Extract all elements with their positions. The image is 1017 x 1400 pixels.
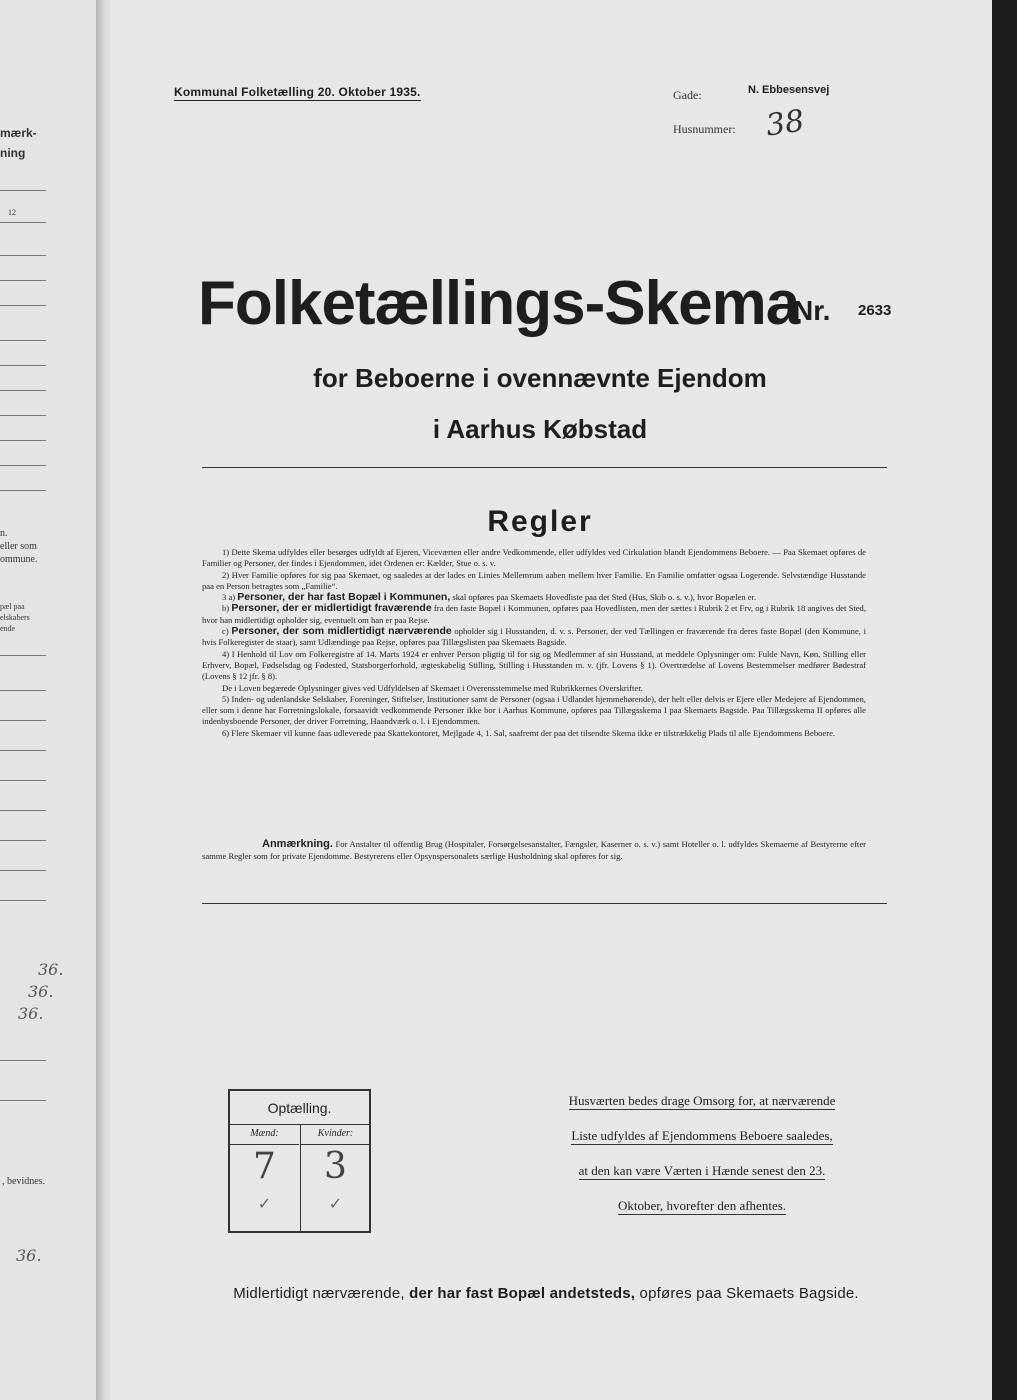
left-fragment-rule <box>0 900 46 901</box>
left-fragment-rule <box>0 305 46 306</box>
form-subtitle-city: i Aarhus Købstad <box>432 414 648 444</box>
left-fragment-rule <box>0 222 46 223</box>
tally-title: Optælling. <box>230 1091 369 1125</box>
rule-4b: De i Loven begærede Oplysninger gives ved Udfyldelsen af Skemaet i Overensstemmelse med Rubrikkernes Overskrifter. <box>222 682 643 693</box>
tally-men-label: Mænd: <box>230 1124 299 1145</box>
rule-3b-number: b) <box>222 603 230 614</box>
left-fragment-rule <box>0 255 46 256</box>
census-form-page <box>110 0 992 1400</box>
left-fragment-text: eller som <box>0 541 37 552</box>
tally-women-column <box>300 1124 370 1231</box>
rule-3a-lead: Personer, der har fast Bopæl i Kommunen, <box>237 591 451 604</box>
left-fragment-rule <box>0 280 46 281</box>
notice-text: at den kan være Værten i Hænde senest den 23. <box>578 1163 826 1178</box>
divider-top <box>202 467 887 468</box>
rule-5: 5) Inden- og udenlandske Selskaber, Foreninger, Stiftelser, Institutioner samt de Personer (ogsaa i Udlandet hjemmehørende), der helt eller delvis er Ejere eller Medejere af Ejendommen, eller som i denne har Forretningslokale, forsaavidt vedkommende Personer ikke bor i Aarhus Kommune, opføres paa Tillægsskema I paa Skemaets Bagside. Paa Tillægsskema II opføres alle indenbysboende Personer, der driver Forretning, Haandværk o. l. i Ejendommen. <box>202 693 866 727</box>
scan-edge <box>992 0 1017 1400</box>
rule-3b-lead: Personer, der er midlertidigt fraværende <box>231 602 432 615</box>
left-fragment-text: pæl paa <box>0 602 25 611</box>
divider-bottom <box>202 903 887 904</box>
left-fragment-rule <box>0 690 46 691</box>
rules-body <box>202 547 866 739</box>
left-fragment-text: , bevidnes. <box>2 1176 46 1187</box>
left-fragment-rule <box>0 810 46 811</box>
landlord-notice-line-1 <box>524 1093 880 1109</box>
book-spine <box>96 0 110 1400</box>
rule-3b <box>202 603 866 626</box>
form-number-value: 2633 <box>858 302 892 319</box>
left-fragment-rule <box>0 340 46 341</box>
left-fragment-rule <box>0 490 46 491</box>
footer-bold: der har fast Bopæl andetsteds, <box>409 1285 636 1302</box>
notice-text: Husværten bedes drage Omsorg for, at nærværende <box>568 1093 836 1108</box>
left-fragment-rule <box>0 190 46 191</box>
left-fragment-rule <box>0 440 46 441</box>
street-value: N. Ebbesensvej <box>748 84 830 96</box>
left-fragment-rule <box>0 365 46 366</box>
left-fragment-text: ommune. <box>0 554 38 565</box>
remark-text: For Anstalter til offentlig Brug (Hospitaler, Forsørgelsesanstalter, Fængsler, Kaserner o. s. v.) samt Hoteller o. l. udfyldes Skemaerne af Bestyrerne efter samme Regler som for private Ejendomme. Bestyrerens eller Opsynspersonalets særlige Husholdning skal opføres for sig. <box>202 839 866 861</box>
left-fragment-handwriting: 36. <box>38 960 64 979</box>
remark-lead: Anmærkning. <box>262 838 333 850</box>
rules-heading: Regler <box>487 505 593 538</box>
landlord-notice-line-3 <box>524 1163 880 1179</box>
rule-3c-text: opholder sig i Husstanden, d. v. s. Personer, der ved Tællingen er fraværende fra deres faste Bopæl (den Kommune, i hvis Folkeregister de staar), samt Udlændinge paa Rejse, opføres paa Tillægslisten paa Skemaets Bagside. <box>202 626 866 648</box>
left-fragment-rule <box>0 870 46 871</box>
left-fragment-rule <box>0 465 46 466</box>
tally-box <box>228 1089 371 1233</box>
form-title: Folketællings-Skema <box>198 269 800 338</box>
rule-1: 1) Dette Skema udfyldes eller besørges udfyldt af Ejeren, Viceværten eller andre Vedkommende, eller udfyldes ved Cirkulation blandt Ejendommens Beboere. — Paa Skemaet opføres de Familier og Personer, der findes i Ejendommen, idet Ordenen er: Kælder, Stue o. s. v. <box>202 547 866 569</box>
left-fragment-rule <box>0 1060 46 1061</box>
house-number-value: 38 <box>763 103 807 144</box>
footer-post: opføres paa Skemaets Bagside. <box>639 1285 859 1302</box>
rule-3a-text: skal opføres paa Skemaets Hovedliste paa det Sted (Hus, Skib o. s. v.), hvor Bopælen er. <box>452 592 757 603</box>
rule-4: 4) I Henhold til Lov om Folkeregistre af 14. Marts 1924 er enhver Person pligtig til for sig og Medlemmer af sin Husstand, at meddele Oplysninger om: Fulde Navn, Køn, Stilling eller Erhverv, Bopæl, Fødselsdag og Fødested, Statsborgerforhold, ægteskabelig Stilling, Stilling i Husstanden m. v. (jfr. Lovens § 1). Overtrædelse af Lovens Bestemmelser medfører Bødestraf (Lovens § 12 jfr. § 8). <box>202 648 866 682</box>
left-fragment-rule <box>0 780 46 781</box>
left-fragment-rule <box>0 1100 46 1101</box>
landlord-notice-line-4 <box>524 1198 880 1214</box>
left-fragment-text: mærk- <box>0 126 37 140</box>
form-subtitle-residents: for Beboerne i ovennævnte Ejendom <box>313 363 767 393</box>
footer-note <box>110 1285 982 1302</box>
rule-3c-lead: Personer, der som midlertidigt nærværende <box>231 625 452 638</box>
rule-6: 6) Flere Skemaer vil kunne faas udleverede paa Skattekontoret, Mejlgade 4, 1. Sal, saafremt der paa det tilsendte Skema ikke er tilstrækkelig Plads til alle Ejendommens Beboere. <box>222 727 836 738</box>
form-number-label: Nr. <box>793 295 831 326</box>
rule-2: 2) Hver Familie opføres for sig paa Skemaet, og saaledes at der lades en Linies Mellemrum aaben mellem hver Familie. En Familie omfatter ogsaa Logerende. Selvstændige Husstande paa en Person betragtes som „Familie“. <box>202 569 866 591</box>
left-fragment-rule <box>0 750 46 751</box>
left-fragment-handwriting: 36. <box>18 1004 44 1023</box>
left-fragment-text: elskabers <box>0 613 30 622</box>
notice-text: Oktober, hvorefter den afhentes. <box>617 1198 787 1213</box>
tally-men-value: 7 <box>253 1146 276 1187</box>
census-header-line: Kommunal Folketælling 20. Oktober 1935. <box>174 85 421 99</box>
house-number-label: Husnummer: <box>673 122 736 136</box>
rule-3a-number: 3 a) <box>222 592 236 603</box>
left-fragment-text: n. <box>0 528 8 539</box>
checkmark-icon: ✓ <box>257 1194 272 1213</box>
street-label: Gade: <box>673 88 702 102</box>
checkmark-icon: ✓ <box>328 1194 343 1213</box>
landlord-notice-line-2 <box>524 1128 880 1144</box>
left-fragment-rule <box>0 415 46 416</box>
left-fragment-rule <box>0 655 46 656</box>
tally-women-label: Kvinder: <box>301 1124 370 1145</box>
left-fragment-rule <box>0 720 46 721</box>
left-fragment-rule <box>0 840 46 841</box>
rule-3c <box>202 626 866 649</box>
footer-pre: Midlertidigt nærværende, <box>233 1285 405 1302</box>
left-fragment-text: ende <box>0 624 16 633</box>
left-page-fragment <box>0 0 98 1400</box>
tally-men-column <box>230 1124 299 1231</box>
rule-3b-text: fra den faste Bopæl i Kommunen, opføres paa Hovedlisten, men der sættes i Rubrik 2 et Frv, og i Rubrik 18 angives det Sted, hvor han midlertidigt opholder sig, eventuelt om han er paa Rejse. <box>202 603 867 625</box>
tally-women-value: 3 <box>324 1146 347 1187</box>
notice-text: Liste udfyldes af Ejendommens Beboere saaledes, <box>571 1128 833 1143</box>
left-fragment-rule <box>0 390 46 391</box>
left-fragment-handwriting: 36. <box>28 982 54 1001</box>
left-fragment-text: ning <box>0 146 26 160</box>
remark-paragraph <box>202 838 866 862</box>
left-fragment-text: 12 <box>8 208 16 217</box>
rule-3c-number: c) <box>222 626 229 637</box>
left-fragment-handwriting: 36. <box>16 1246 42 1265</box>
